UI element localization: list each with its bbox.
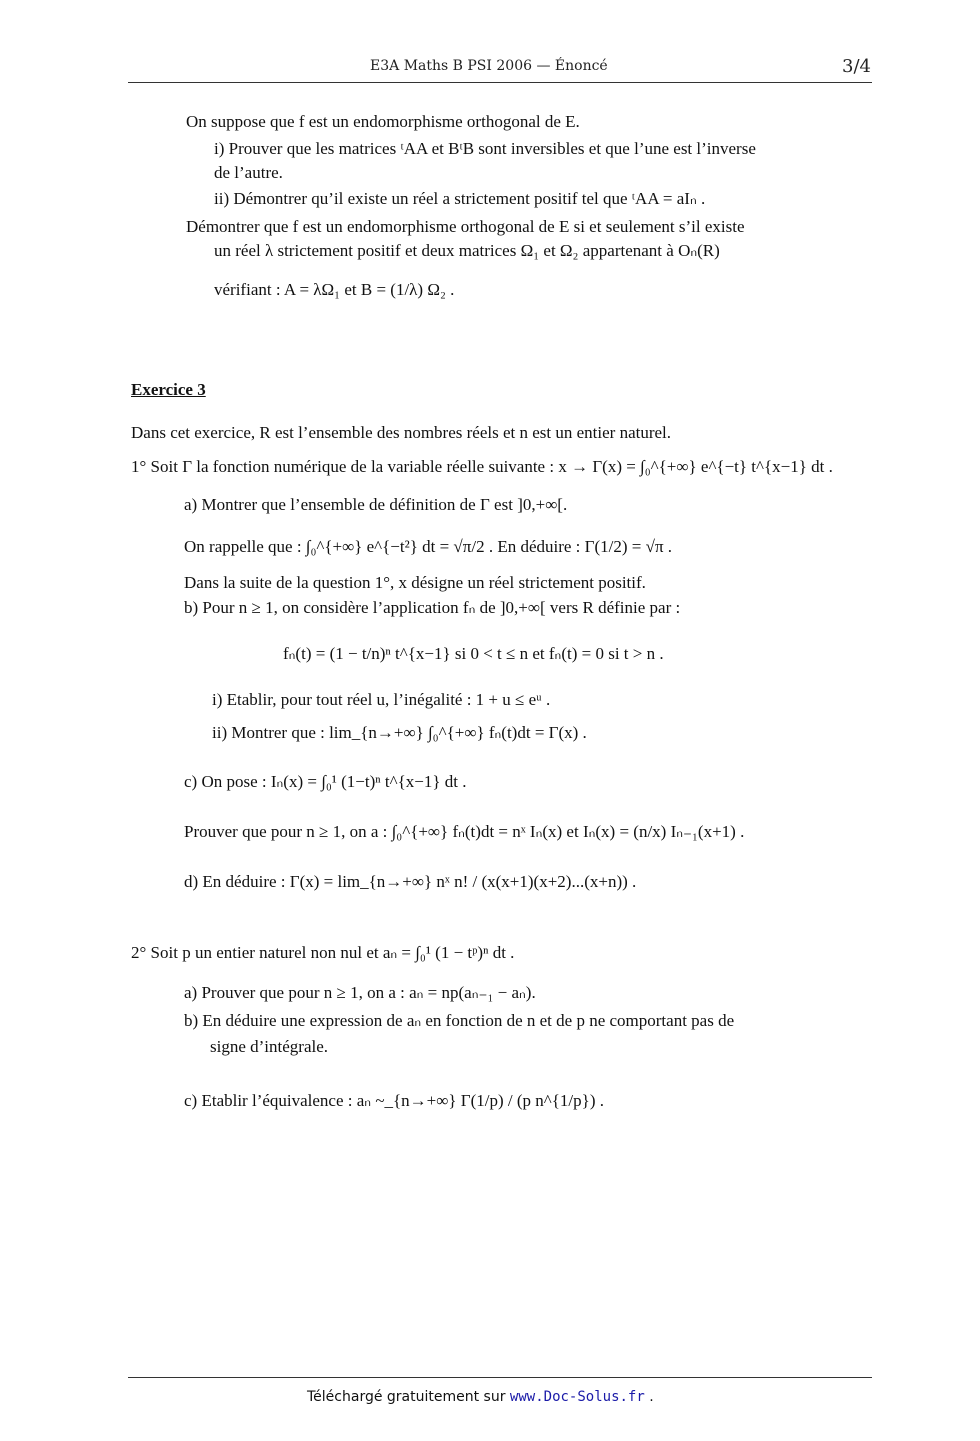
footer-rule bbox=[128, 1377, 872, 1378]
ex3-intro: Dans cet exercice, R est l’ensemble des nombres réels et n est un entier naturel. bbox=[131, 423, 672, 442]
page-number: 3/4 bbox=[842, 56, 871, 77]
ex3-q1a: a) Montrer que l’ensemble de définition de Γ est ]0,+∞[. bbox=[184, 495, 568, 514]
ex3-q1d: d) En déduire : Γ(x) = lim_{n→+∞} nˣ n! / (x(x+1)(x+2)...(x+n)) . bbox=[184, 872, 637, 891]
ex3-q2c: c) Etablir l’équivalence : aₙ ~_{n→+∞} Γ(1/p) / (p n^{1/p}) . bbox=[184, 1091, 604, 1110]
footer-text: Téléchargé gratuitement sur bbox=[307, 1389, 506, 1405]
q-a: On suppose que f est un endomorphisme orthogonal de E. bbox=[186, 112, 580, 131]
q-b-verif: vérifiant : A = λΩ₁ et B = (1/λ) Ω₂ . bbox=[214, 280, 455, 299]
ex3-q1: 1° Soit Γ la fonction numérique de la variable réelle suivante : x → Γ(x) = ∫₀^{+∞} e^{−t} t^{x−1} dt . bbox=[131, 457, 833, 476]
header-rule bbox=[128, 82, 872, 83]
ex3-suite: Dans la suite de la question 1°, x désigne un réel strictement positif. bbox=[184, 573, 646, 592]
ex3-q1b: b) Pour n ≥ 1, on considère l’application fₙ de ]0,+∞[ vers R définie par : bbox=[184, 598, 681, 617]
footer-end: . bbox=[649, 1389, 654, 1405]
footer-link[interactable]: www.Doc-Solus.fr bbox=[509, 1389, 645, 1405]
ex3-q1b-i: i) Etablir, pour tout réel u, l’inégalité : 1 + u ≤ eᵘ . bbox=[212, 690, 551, 709]
ex3-q1b-ii: ii) Montrer que : lim_{n→+∞} ∫₀^{+∞} fₙ(t)dt = Γ(x) . bbox=[212, 723, 587, 742]
ex3-q2b-cont: signe d’intégrale. bbox=[210, 1037, 329, 1056]
exercise-title: Exercice 3 bbox=[131, 380, 206, 399]
ex3-rappel: On rappelle que : ∫₀^{+∞} e^{−t²} dt = √π/2 . En déduire : Γ(1/2) = √π . bbox=[184, 537, 673, 556]
ex3-q2b: b) En déduire une expression de aₙ en fonction de n et de p ne comportant pas de bbox=[184, 1011, 735, 1030]
q-a-i: i) Prouver que les matrices ᵗAA et BᵗB sont inversibles et que l’une est l’inverse bbox=[214, 139, 756, 158]
q-b: Démontrer que f est un endomorphisme orthogonal de E si et seulement s’il existe bbox=[186, 217, 745, 236]
q-b-cont: un réel λ strictement positif et deux matrices Ω₁ et Ω₂ appartenant à Oₙ(R) bbox=[214, 241, 720, 260]
q-a-i-cont: de l’autre. bbox=[214, 163, 283, 182]
ex3-q2a: a) Prouver que pour n ≥ 1, on a : aₙ = np(aₙ₋₁ − aₙ). bbox=[184, 983, 536, 1002]
ex3-fn-def: fₙ(t) = (1 − t/n)ⁿ t^{x−1} si 0 < t ≤ n et fₙ(t) = 0 si t > n . bbox=[283, 644, 664, 663]
ex3-q2: 2° Soit p un entier naturel non nul et aₙ = ∫₀¹ (1 − tᵖ)ⁿ dt . bbox=[131, 943, 515, 962]
q-a-ii: ii) Démontrer qu’il existe un réel a strictement positif tel que ᵗAA = aIₙ . bbox=[214, 189, 706, 208]
ex3-prouver: Prouver que pour n ≥ 1, on a : ∫₀^{+∞} fₙ(t)dt = nˣ Iₙ(x) et Iₙ(x) = (n/x) Iₙ₋₁(x+1) . bbox=[184, 822, 745, 841]
ex3-q1c: c) On pose : Iₙ(x) = ∫₀¹ (1−t)ⁿ t^{x−1} dt . bbox=[184, 772, 467, 791]
header-title: E3A Maths B PSI 2006 — Énoncé bbox=[370, 58, 608, 74]
footer bbox=[307, 1389, 654, 1405]
